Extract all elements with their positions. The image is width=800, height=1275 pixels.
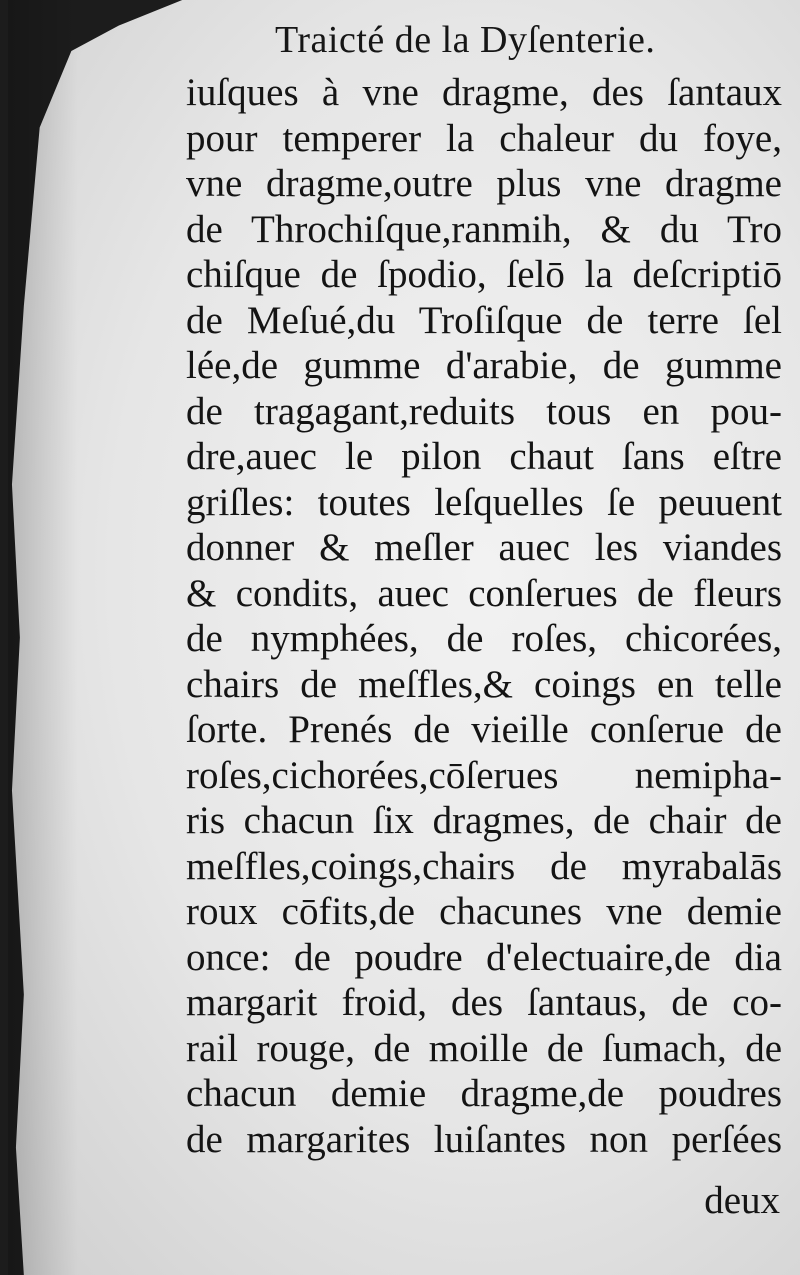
catchword: deux: [704, 1179, 780, 1222]
text-line: de tragagant,reduits tous en pou-: [186, 389, 782, 433]
text-line: ſorte. Prenés de vieille conſerue de: [186, 708, 782, 751]
body-text: [186, 70, 782, 1162]
text-line: margarit froid, des ſantaus, de co-: [186, 981, 782, 1024]
text-line: iuſques à vne dragme, des ſantaux: [186, 71, 782, 114]
text-line: roſes,cichorées,cōſerues nemipha-: [186, 753, 782, 797]
text-line: de margarites luiſantes non perſées: [186, 1117, 782, 1161]
text-line: chacun demie dragme,de poudres: [186, 1072, 782, 1115]
text-line: rail rouge, de moille de ſumach, de: [186, 1026, 782, 1070]
text-line: & condits, auec conſerues de fleurs: [186, 571, 782, 615]
text-line: roux cōfits,de chacunes vne demie: [186, 890, 782, 933]
text-line: lée,de gumme d'arabie, de gumme: [186, 344, 782, 387]
text-line: pour temperer la chaleur du foye,: [186, 116, 782, 160]
text-line: dre,auec le pilon chaut ſans eſtre: [186, 435, 782, 478]
text-line: once: de poudre d'electuaire,de dia: [186, 935, 782, 979]
text-line: chairs de meſfles,& coings en telle: [186, 662, 782, 706]
text-line: ris chacun ſix dragmes, de chair de: [186, 799, 782, 842]
text-line: chiſque de ſpodio, ſelō la deſcriptiō: [186, 253, 782, 296]
running-head: Traicté de la Dyſenterie.: [275, 19, 656, 61]
text-line: de Throchiſque,ranmih, & du Tro: [186, 207, 782, 251]
text-line: griſles: toutes leſquelles ſe peuuent: [186, 480, 782, 524]
text-line: meſfles,coings,chairs de myrabalās: [186, 844, 782, 888]
text-line: de Meſué,du Troſiſque de terre ſel: [186, 298, 782, 342]
text-line: vne dragme,outre plus vne dragme: [186, 162, 782, 205]
text-line: de nymphées, de roſes, chicorées,: [186, 617, 782, 660]
text-line: donner & meſler auec les viandes: [186, 526, 782, 569]
